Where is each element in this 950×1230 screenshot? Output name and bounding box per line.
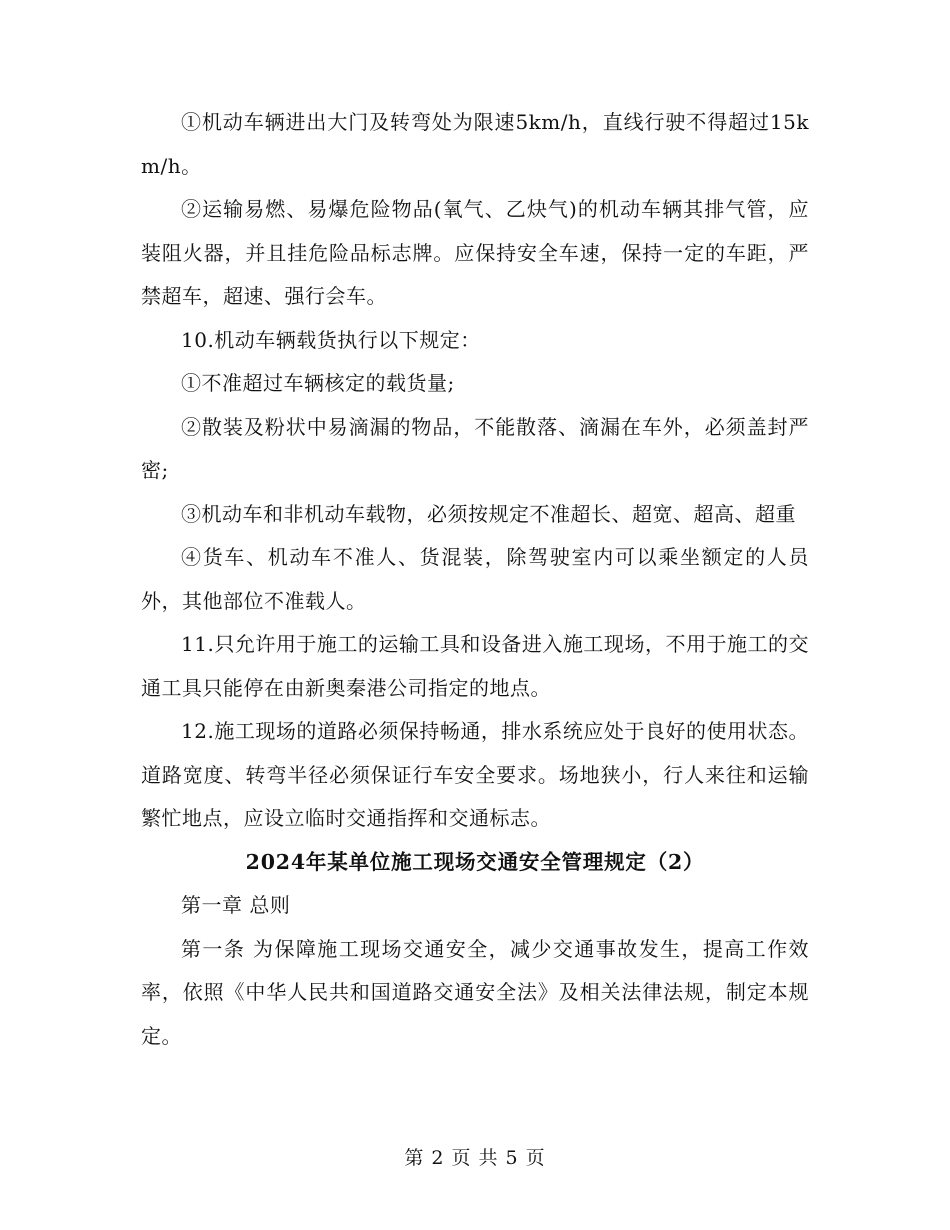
paragraph-bulk-cargo: ②散装及粉状中易滴漏的物品，不能散落、滴漏在车外，必须盖封严密; [141, 414, 809, 482]
section-title: 2024年某单位施工现场交通安全管理规定（2） [245, 849, 705, 874]
paragraph-speed-limit: ①机动车辆进出大门及转弯处为限速5km/h，直线行驶不得超过15km/h。 [141, 110, 809, 178]
paragraph-passengers: ④货车、机动车不准人、货混装，除驾驶室内可以乘坐额定的人员外，其他部位不准载人。 [141, 545, 809, 613]
paragraph-rule-12: 12.施工现场的道路必须保持畅通，排水系统应处于良好的使用状态。道路宽度、转弯半径必须保证行车安全要求。场地狭小，行人来往和运输繁忙地点，应设立临时交通指挥和交通标志。 [141, 719, 809, 830]
paragraph-rule-11: 11.只允许用于施工的运输工具和设备进入施工现场，不用于施工的交通工具只能停在由新奥秦港公司指定的地点。 [141, 632, 809, 700]
paragraph-hazardous-transport: ②运输易燃、易爆危险物品(氧气、乙炔气)的机动车辆其排气管，应装阻火器，并且挂危险品标志牌。应保持安全车速，保持一定的车距，严禁超车，超速、强行会车。 [141, 197, 809, 308]
chapter-heading: 第一章 总则 [181, 893, 291, 917]
paragraph-article-1: 第一条 为保障施工现场交通安全，减少交通事故发生，提高工作效率，依照《中华人民共和国道路交通安全法》及相关法律法规，制定本规定。 [141, 936, 809, 1048]
page-footer: 第 2 页 共 5 页 [404, 1147, 546, 1169]
document-body [141, 101, 809, 1058]
paragraph-oversize: ③机动车和非机动车载物，必须按规定不准超长、超宽、超高、超重 [181, 501, 796, 526]
paragraph-rule-10: 10.机动车辆载货执行以下规定： [181, 327, 481, 352]
paragraph-load-limit: ①不准超过车辆核定的载货量; [181, 371, 455, 395]
